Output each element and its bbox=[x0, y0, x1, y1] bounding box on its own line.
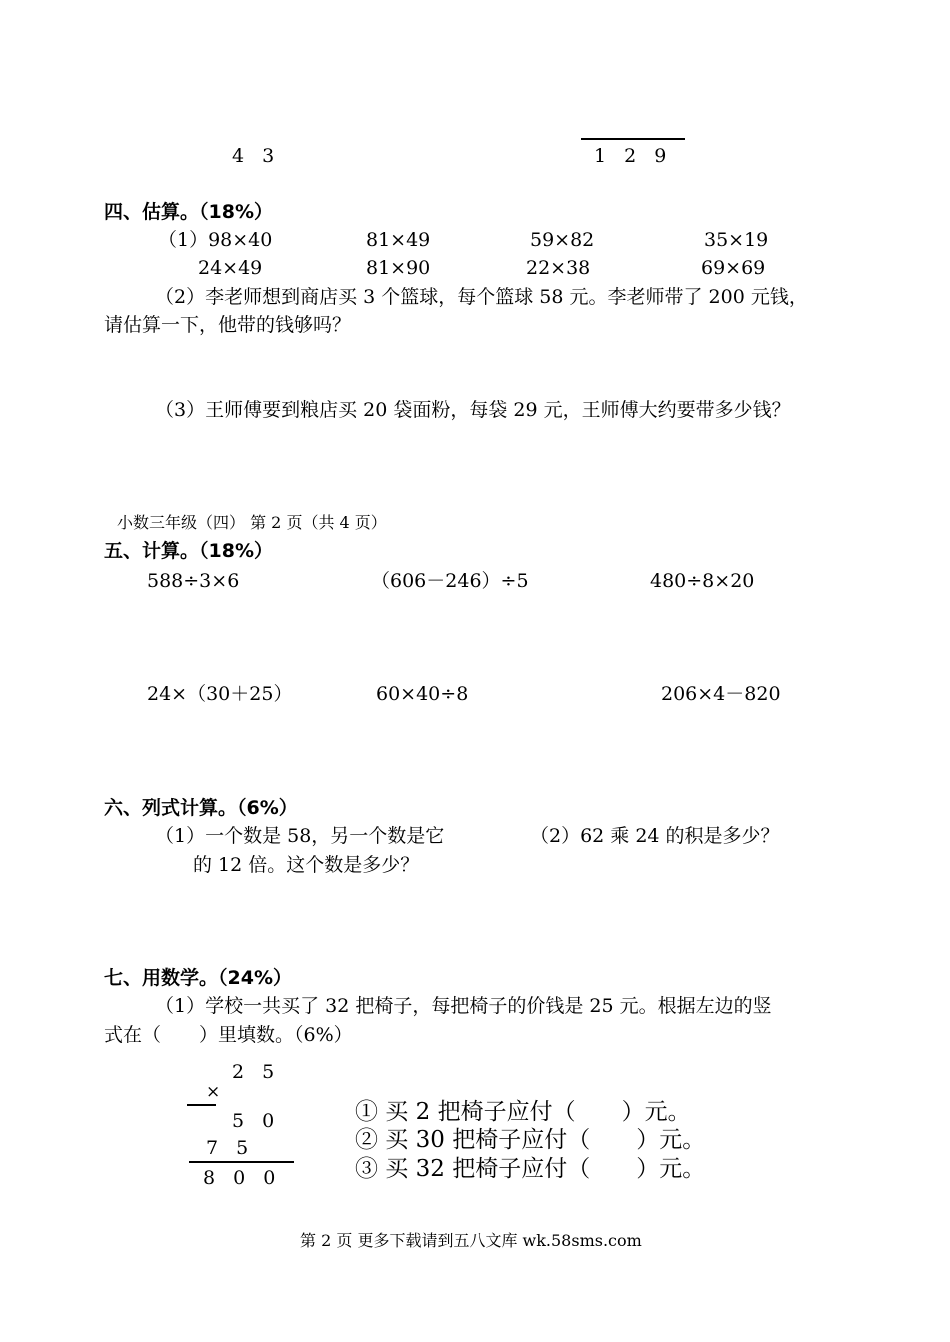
calc-item: 206×4－820 bbox=[661, 683, 781, 705]
section-4-title: 四、估算。（18%） bbox=[104, 201, 273, 223]
calc-item: （606－246）÷5 bbox=[371, 570, 529, 592]
vertical-result-line bbox=[189, 1161, 294, 1163]
question-text: （1）学校一共买了 32 把椅子，每把椅子的价钱是 25 元。根据左边的竖 bbox=[155, 995, 772, 1017]
estimate-item: 81×90 bbox=[366, 257, 431, 279]
calc-item: 588÷3×6 bbox=[147, 570, 240, 592]
question-text: （2）李老师想到商店买 3 个篮球，每个篮球 58 元。李老师带了 200 元钱， bbox=[155, 286, 808, 308]
footer: 第 2 页 更多下载请到五八文库 wk.58sms.com bbox=[300, 1231, 642, 1250]
vertical-multiplicand: 2 5 bbox=[232, 1061, 281, 1083]
estimate-item: 81×49 bbox=[366, 229, 431, 251]
vertical-partial-1: 5 0 bbox=[232, 1110, 281, 1132]
estimate-item: 22×38 bbox=[526, 257, 591, 279]
estimate-item: （1）98×40 bbox=[158, 229, 273, 251]
question-text: 请估算一下，他带的钱够吗？ bbox=[104, 314, 352, 336]
question-text: （3）王师傅要到粮店买 20 袋面粉，每袋 29 元，王师傅大约要带多少钱？ bbox=[155, 399, 791, 421]
question-text: （1）一个数是 58，另一个数是它 bbox=[155, 825, 445, 847]
estimate-item: 24×49 bbox=[198, 257, 263, 279]
fill-item: ③ 买 32 把椅子应付（ ）元。 bbox=[355, 1156, 706, 1182]
fill-item: ① 买 2 把椅子应付（ ）元。 bbox=[355, 1099, 691, 1125]
calc-item: 24×（30＋25） bbox=[147, 683, 293, 705]
section-7-title: 七、用数学。（24%） bbox=[104, 967, 292, 989]
vertical-short-line bbox=[187, 1104, 216, 1106]
calc-item: 60×40÷8 bbox=[376, 683, 469, 705]
estimate-item: 35×19 bbox=[704, 229, 769, 251]
calc-item: 480÷8×20 bbox=[650, 570, 755, 592]
estimate-item: 69×69 bbox=[701, 257, 766, 279]
question-text: 式在（ ）里填数。（6%） bbox=[104, 1024, 353, 1046]
vertical-result: 8 0 0 bbox=[203, 1167, 282, 1189]
section-6-title: 六、列式计算。（6%） bbox=[104, 797, 298, 819]
section-5-title: 五、计算。（18%） bbox=[104, 540, 273, 562]
top-right-number: 1 2 9 bbox=[594, 145, 673, 167]
estimate-item: 59×82 bbox=[530, 229, 595, 251]
page-label: 小数三年级（四） 第 2 页（共 4 页） bbox=[117, 513, 387, 532]
question-text: （2）62 乘 24 的积是多少？ bbox=[530, 825, 780, 847]
multiply-sign: × bbox=[206, 1082, 221, 1102]
top-left-number: 4 3 bbox=[232, 145, 281, 167]
fill-item: ② 买 30 把椅子应付（ ）元。 bbox=[355, 1127, 706, 1153]
question-text: 的 12 倍。这个数是多少？ bbox=[193, 854, 420, 876]
vertical-partial-2: 7 5 bbox=[206, 1137, 255, 1159]
top-division-line bbox=[581, 138, 685, 140]
